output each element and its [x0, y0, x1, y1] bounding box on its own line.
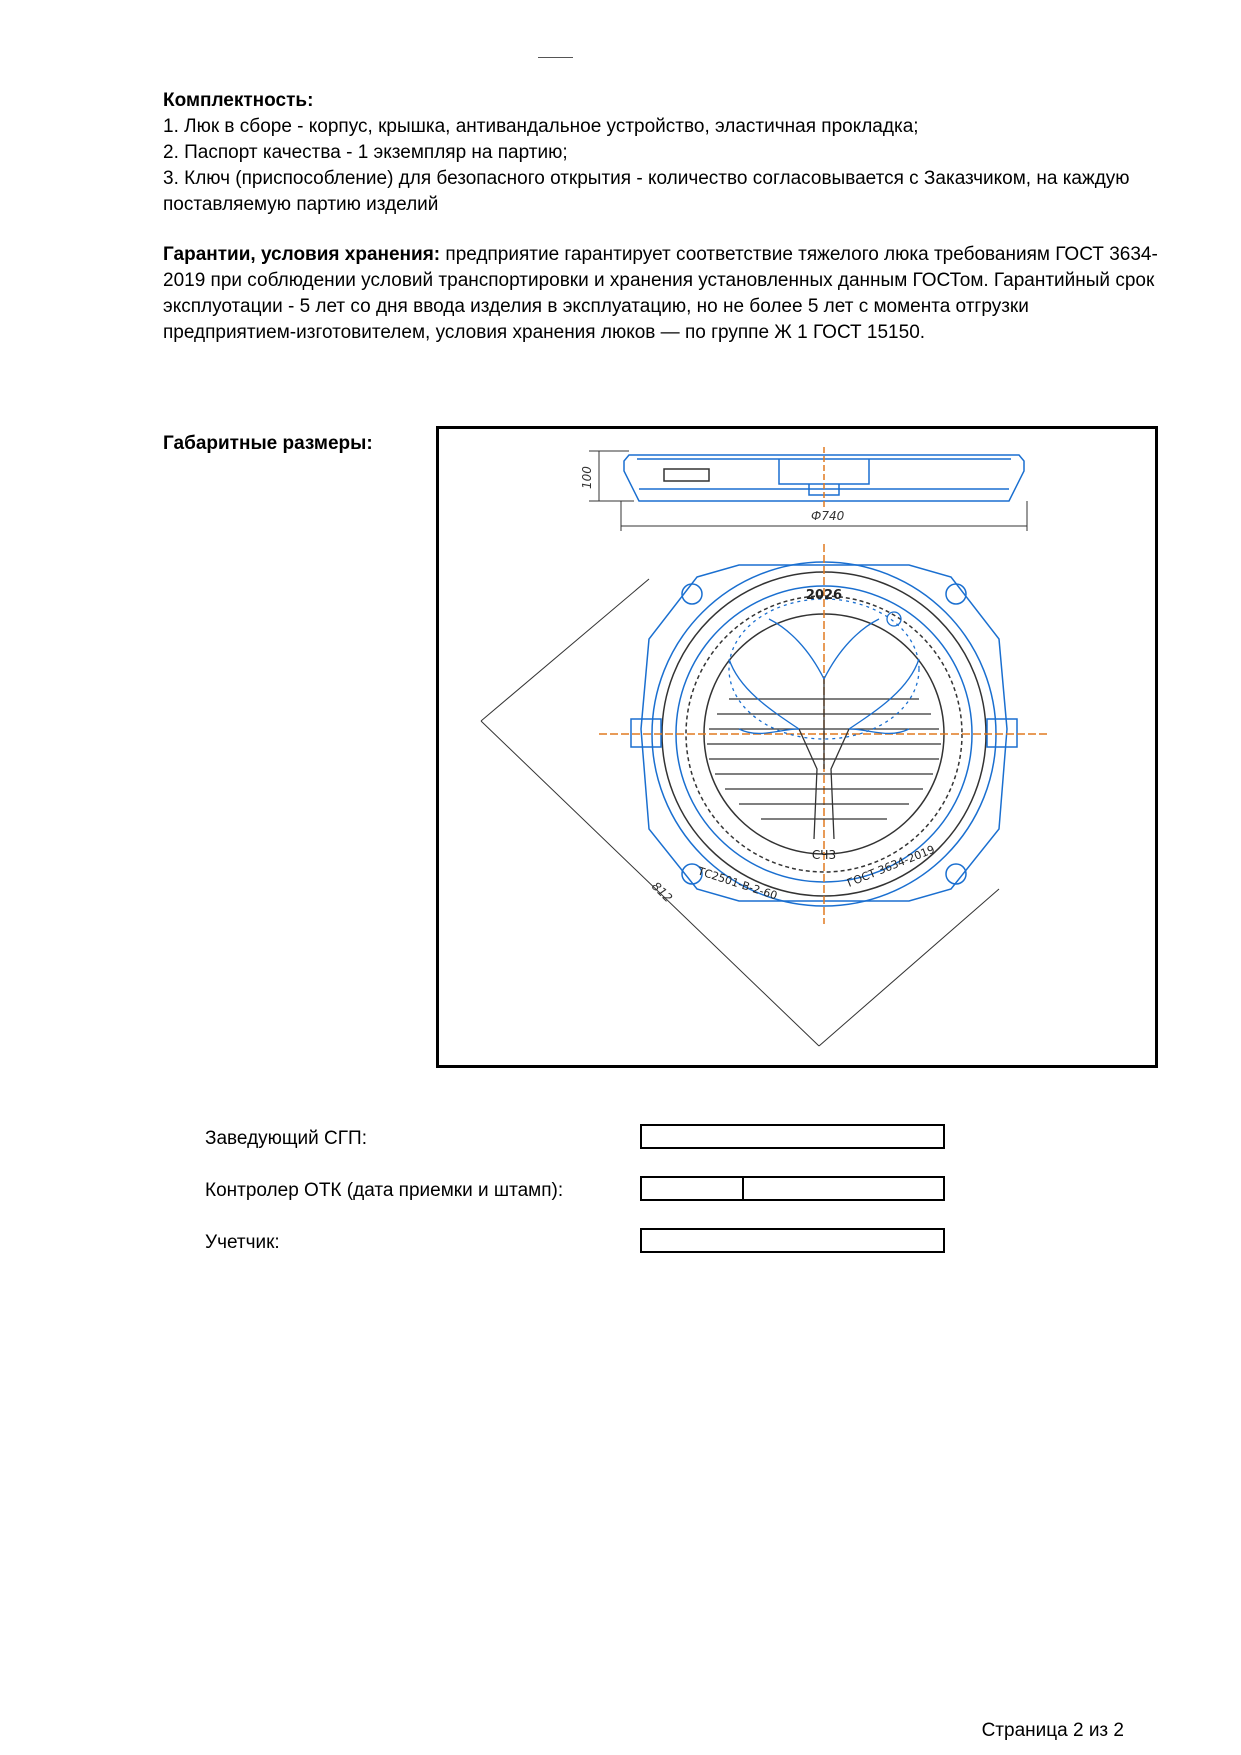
- dimensions-label: Габаритные размеры:: [163, 433, 373, 454]
- completeness-item: 1. Люк в сборе - корпус, крышка, антивандальное устройство, эластичная прокладка;: [163, 116, 919, 137]
- technical-drawing: [436, 426, 1158, 1068]
- diameter-dim-label: Ф740: [811, 509, 845, 523]
- completeness-item: 3. Ключ (приспособление) для безопасного открытия - количество согласовывается с Заказчиком, на каждую поставляемую партию изделий: [163, 168, 1130, 215]
- warranty-text: предприятие гарантирует соответствие тяжелого люка требованиям ГОСТ 3634-2019 при соблюдении условий транспортировки и хранения установленных данным ГОСТом. Гарантийный срок эксплуотации - 5 лет со дня ввода изделия в эксплуатацию, но не более 5 лет с момента отгрузки предприятием-изготовителем, условия хранения люков — по группе Ж 1 ГОСТ 15150.: [163, 244, 1158, 343]
- top-rule: [538, 57, 573, 58]
- warranty-section: [163, 242, 1158, 346]
- manhole-drawing-svg: [439, 429, 1155, 1065]
- diagonal-dim-label: 812: [648, 879, 676, 906]
- completeness-title: Комплектность:: [163, 90, 314, 111]
- page-number: Страница 2 из 2: [981, 1720, 1124, 1741]
- completeness-item: 2. Паспорт качества - 1 экземпляр на партию;: [163, 142, 568, 163]
- controller-signature-field[interactable]: [640, 1176, 945, 1201]
- material-label: СЧ3: [811, 848, 837, 862]
- accountant-signature-field[interactable]: [640, 1228, 945, 1253]
- field-divider: [742, 1178, 744, 1199]
- head-signature-field[interactable]: [640, 1124, 945, 1149]
- accountant-label: Учетчик:: [205, 1232, 280, 1253]
- side-view: [624, 447, 1024, 509]
- height-dim-label: 100: [580, 466, 594, 489]
- marking-right-label: ГОСТ 3634-2019: [845, 842, 937, 890]
- marking-left-label: ТС2501-В-2-60: [696, 864, 779, 903]
- completeness-section: [163, 88, 1163, 218]
- year-label: 2026: [805, 588, 843, 603]
- controller-label: Контролер ОТК (дата приемки и штамп):: [205, 1180, 564, 1201]
- warranty-paragraph: [163, 242, 1158, 346]
- warranty-title: Гарантии, условия хранения:: [163, 244, 441, 265]
- head-label: Заведующий СГП:: [205, 1128, 367, 1149]
